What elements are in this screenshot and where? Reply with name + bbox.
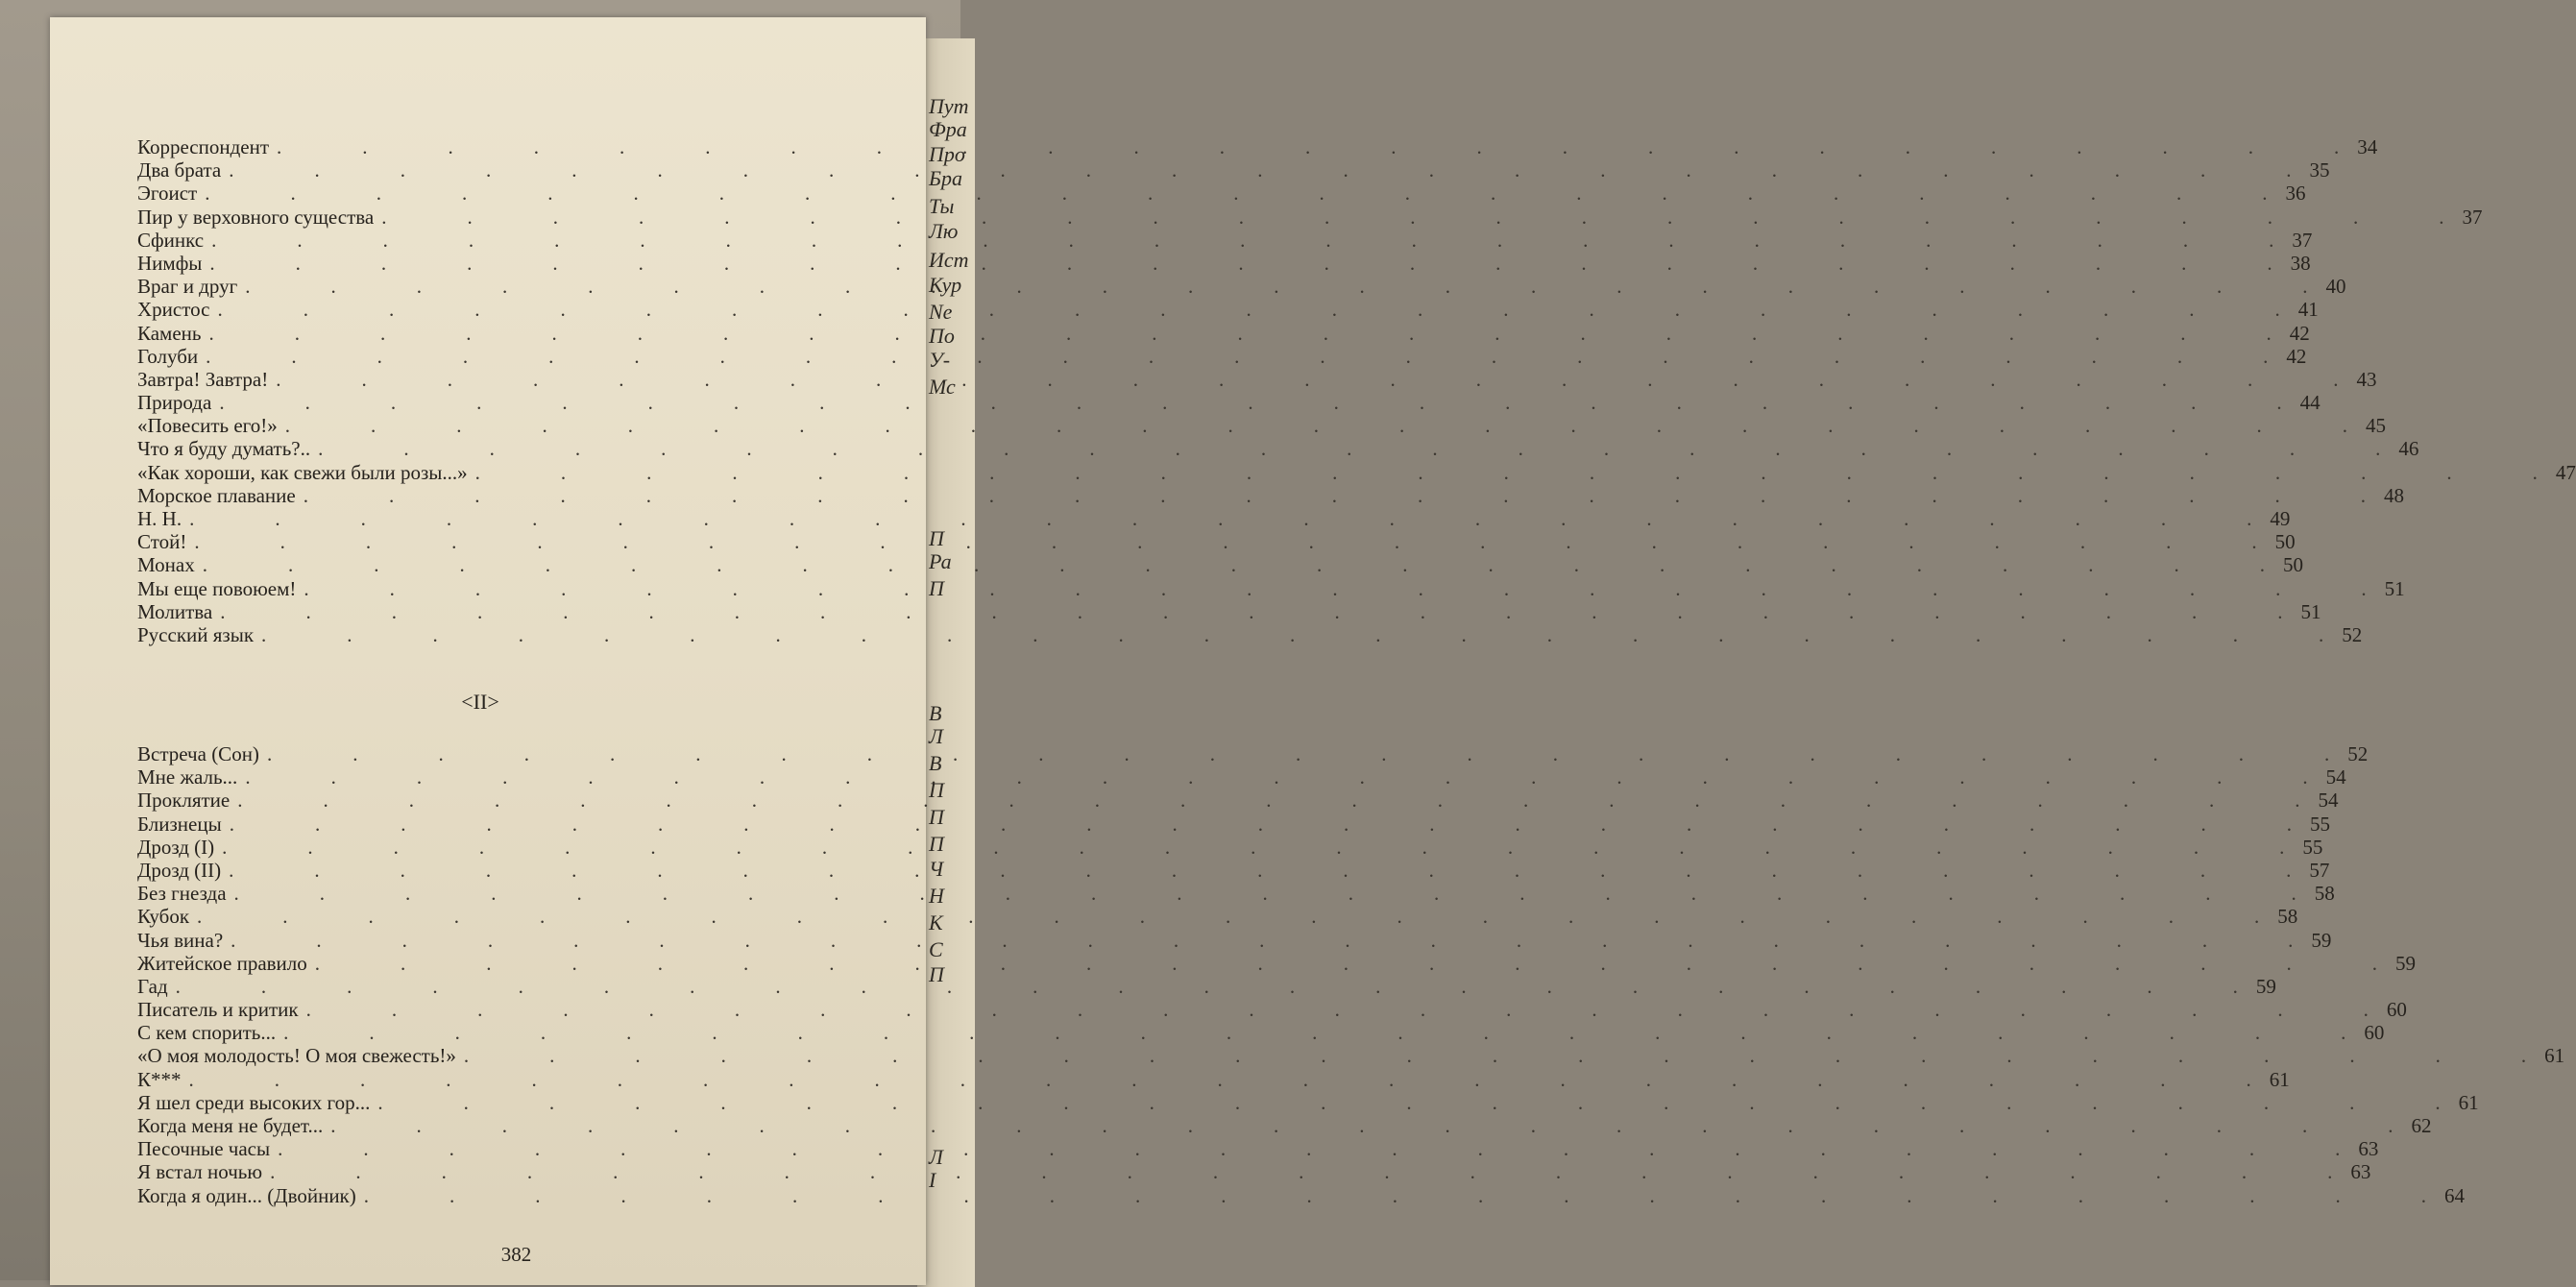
toc-entry-title: Дрозд (I) <box>137 835 215 859</box>
toc-entry-title: Я шел среди высоких гор... <box>137 1090 371 1114</box>
adjacent-page-text-fragment: Ч <box>929 857 944 881</box>
leader-dots <box>245 765 2307 789</box>
toc-entry-page: 50 <box>2282 553 2303 577</box>
leader-dots <box>237 789 2299 812</box>
toc-entry <box>137 835 2323 859</box>
adjacent-page-text-fragment: Ne <box>929 300 953 324</box>
leader-dots <box>217 298 2279 321</box>
toc-entry-title: Что я буду думать?.. <box>137 437 311 461</box>
leader-dots <box>205 182 2267 205</box>
leader-dots <box>267 742 2329 765</box>
adjacent-page-text-fragment: П <box>929 778 944 802</box>
toc-entry-page: 37 <box>2462 205 2483 229</box>
leader-dots <box>261 623 2323 646</box>
toc-entry-title: Дрозд (II) <box>137 858 222 882</box>
adjacent-page-text-fragment: Ра <box>929 549 952 573</box>
adjacent-page-text-fragment: С <box>929 937 943 961</box>
toc-entry <box>137 483 2404 507</box>
adjacent-page-text-fragment: В <box>929 701 942 725</box>
leader-dots <box>229 859 2291 882</box>
toc-entry-page: 57 <box>2309 858 2330 882</box>
leader-dots <box>377 1091 2440 1114</box>
toc-entry <box>137 507 2291 530</box>
leader-dots <box>206 345 2268 368</box>
adjacent-page-text-fragment: Мс <box>929 375 956 399</box>
toc-entry-title: Два брата <box>137 158 222 182</box>
toc-entry <box>137 1137 2379 1161</box>
toc-entry-page: 52 <box>2347 742 2369 765</box>
toc-entry <box>137 1160 2371 1184</box>
leader-dots <box>231 929 2293 952</box>
adjacent-page-text-fragment: Лю <box>929 219 959 243</box>
toc-entry <box>137 1044 2565 1068</box>
toc-entry <box>137 998 2407 1022</box>
toc-entry-title: Когда я один... (Двойник) <box>137 1183 356 1207</box>
toc-entry-page: 48 <box>2383 483 2404 507</box>
toc-entry <box>137 1090 2479 1114</box>
toc-entry-page: 63 <box>2358 1137 2379 1161</box>
toc-entry-page: 42 <box>2289 321 2310 345</box>
toc-entry <box>137 391 2321 415</box>
page-number: 382 <box>500 1243 532 1266</box>
toc-entry-title: Чья вина? <box>137 928 224 952</box>
toc-entry-title: Проклятие <box>137 789 231 813</box>
toc-entry-title: Морское плавание <box>137 483 296 507</box>
leader-dots <box>278 1137 2340 1160</box>
toc-entry-title: Гад <box>137 974 168 998</box>
leader-dots <box>220 600 2282 623</box>
toc-entry-page: 51 <box>2300 599 2321 623</box>
toc-entry-page: 60 <box>2364 1021 2385 1045</box>
toc-entry <box>137 951 2417 975</box>
toc-entry <box>137 1067 2290 1091</box>
leader-dots <box>330 1114 2393 1137</box>
adjacent-page-text-fragment: І <box>929 1168 936 1192</box>
leader-dots <box>304 577 2366 600</box>
toc-entry-title: Песочные часы <box>137 1137 271 1161</box>
toc-entry <box>137 742 2369 765</box>
leader-dots <box>189 1068 2251 1091</box>
toc-entry-page: 49 <box>2270 507 2291 530</box>
toc-entry <box>137 882 2335 906</box>
toc-entry-title: Враг и друг <box>137 275 238 299</box>
leader-dots <box>245 275 2307 298</box>
toc-entry-title: Кубок <box>137 905 190 929</box>
leader-dots <box>234 882 2297 905</box>
adjacent-page-text-fragment: В <box>929 751 942 775</box>
leader-dots <box>189 507 2251 530</box>
toc-entry-page: 37 <box>2292 228 2313 252</box>
toc-entry-page: 64 <box>2444 1183 2465 1207</box>
adjacent-page-text-fragment: П <box>929 576 944 600</box>
adjacent-page-text-fragment: П <box>929 962 944 986</box>
leader-dots <box>315 952 2377 975</box>
toc-entry-page: 45 <box>2366 414 2387 438</box>
toc-entry <box>137 158 2330 182</box>
toc-entry-title: К*** <box>137 1067 182 1091</box>
toc-entry <box>137 530 2296 554</box>
toc-entry-title: Стой! <box>137 530 187 554</box>
toc-entry-title: Н. Н. <box>137 507 182 530</box>
leader-dots <box>464 1044 2526 1067</box>
toc-entry <box>137 1114 2432 1137</box>
toc-entry <box>137 858 2330 882</box>
toc-entry-title: Я встал ночью <box>137 1160 263 1184</box>
toc-entry-page: 40 <box>2325 275 2346 299</box>
toc-entry-title: Без гнезда <box>137 882 227 906</box>
toc-entry-page: 54 <box>2318 789 2339 813</box>
leader-dots <box>209 252 2272 275</box>
leader-dots <box>277 135 2339 158</box>
toc-entry-page: 61 <box>2544 1044 2565 1068</box>
adjacent-page-text-fragment: Бра <box>929 166 962 190</box>
leader-dots <box>203 553 2265 576</box>
toc-entry <box>137 1021 2385 1045</box>
toc-entry-page: 55 <box>2302 835 2323 859</box>
toc-entry <box>137 974 2276 998</box>
leader-dots <box>276 368 2338 391</box>
toc-entry-page: 44 <box>2299 391 2321 415</box>
toc-entry-title: «Как хороши, как свежи были розы...» <box>137 460 468 484</box>
toc-entry-title: Камень <box>137 321 202 345</box>
toc-entry-page: 52 <box>2342 622 2363 646</box>
toc-entry-page: 62 <box>2411 1114 2432 1137</box>
adjacent-page-text-fragment: Пут <box>929 94 969 118</box>
toc-entry <box>137 765 2346 789</box>
leader-dots <box>304 484 2366 507</box>
adjacent-page-text-fragment: Л <box>929 724 943 748</box>
leader-dots <box>364 1184 2426 1207</box>
toc-entry-title: Природа <box>137 391 212 415</box>
leader-dots <box>229 158 2291 182</box>
toc-entry-title: Сфинкс <box>137 228 205 252</box>
toc-entry-page: 61 <box>2458 1090 2479 1114</box>
toc-entry-page: 46 <box>2398 437 2419 461</box>
toc-entry-page: 42 <box>2286 344 2307 368</box>
leader-dots <box>285 414 2347 437</box>
toc-entry-title: Русский язык <box>137 622 255 646</box>
toc-entry-page: 34 <box>2357 135 2378 158</box>
toc-entry <box>137 1183 2465 1207</box>
leader-dots <box>270 1160 2332 1183</box>
toc-entry-title: Встреча (Сон) <box>137 742 259 765</box>
adjacent-page-text-fragment: Л <box>929 1145 943 1169</box>
toc-entry-page: 55 <box>2309 812 2330 836</box>
adjacent-page-text-fragment: По <box>929 324 955 348</box>
toc-entry-title: Корреспондент <box>137 135 270 158</box>
adjacent-page-text-fragment: Кур <box>929 273 962 297</box>
section-heading: <II> <box>461 690 499 714</box>
adjacent-page-text-fragment: П <box>929 832 944 856</box>
toc-entry-page: 35 <box>2309 158 2330 182</box>
toc-entry-page: 50 <box>2274 530 2296 554</box>
adjacent-page-text-fragment: Ты <box>929 194 955 218</box>
toc-entry-page: 63 <box>2350 1160 2371 1184</box>
toc-entry-title: Молитва <box>137 599 213 623</box>
toc-entry-page: 41 <box>2297 298 2319 322</box>
toc-entry <box>137 414 2387 438</box>
leader-dots <box>211 229 2273 252</box>
adjacent-page-text-fragment: К <box>929 911 943 935</box>
toc-entry-title: Завтра! Завтра! <box>137 367 269 391</box>
leader-dots <box>283 1021 2345 1044</box>
toc-entry-page: 59 <box>2255 974 2276 998</box>
leader-dots <box>176 975 2238 998</box>
toc-entry-title: Нимфы <box>137 251 203 275</box>
toc-entry <box>137 905 2298 929</box>
toc-entry-title: Мы еще повоюем! <box>137 576 297 600</box>
toc-entry <box>137 599 2321 623</box>
toc-entry <box>137 812 2330 836</box>
toc-entry <box>137 789 2339 813</box>
toc-entry <box>137 344 2307 368</box>
toc-entry <box>137 576 2405 600</box>
leader-dots <box>381 206 2443 229</box>
leader-dots <box>194 530 2256 553</box>
toc-entry-title: Писатель и критик <box>137 998 299 1022</box>
leader-dots <box>197 905 2259 928</box>
toc-entry-page: 51 <box>2384 576 2405 600</box>
leader-dots <box>306 998 2369 1021</box>
leader-dots <box>318 437 2380 460</box>
toc-entry-title: Эгоист <box>137 182 198 206</box>
adjacent-page-text-fragment: П <box>929 526 944 550</box>
toc-entry <box>137 437 2419 461</box>
adjacent-page-text-fragment: Ист <box>929 248 969 272</box>
toc-entry-title: Когда меня не будет... <box>137 1114 324 1137</box>
toc-entry-page: 43 <box>2356 367 2377 391</box>
toc-entry-page: 58 <box>2314 882 2335 906</box>
toc-entry-title: Мне жаль... <box>137 765 238 789</box>
toc-entry-title: Голуби <box>137 344 199 368</box>
toc-entry-page: 60 <box>2386 998 2407 1022</box>
toc-entry-title: Монах <box>137 553 195 577</box>
toc-entry-page: 58 <box>2277 905 2298 929</box>
leader-dots <box>208 322 2271 345</box>
adjacent-page-text-fragment: Н <box>929 884 944 908</box>
toc-entry-title: Пир у верховного существа <box>137 205 375 229</box>
toc-entry-page: 61 <box>2269 1067 2290 1091</box>
toc-entry-title: Житейское правило <box>137 951 307 975</box>
toc-entry-title: Христос <box>137 298 210 322</box>
table-of-contents-part-2 <box>137 742 2565 1207</box>
toc-entry-page: 59 <box>2395 951 2417 975</box>
toc-entry-page: 54 <box>2325 765 2346 789</box>
toc-entry-title: С кем спорить... <box>137 1021 277 1045</box>
leader-dots <box>219 391 2281 414</box>
toc-entry <box>137 928 2332 952</box>
toc-entry-page: 47 <box>2555 460 2576 484</box>
leader-dots <box>475 461 2538 484</box>
leader-dots <box>222 836 2284 859</box>
toc-entry-page: 36 <box>2285 182 2306 206</box>
leader-dots <box>230 813 2292 836</box>
adjacent-page-text-fragment: У- <box>929 348 951 372</box>
toc-entry-title: Близнецы <box>137 812 222 836</box>
toc-entry-title: «Повесить его!» <box>137 414 278 438</box>
toc-entry <box>137 622 2363 646</box>
toc-entry-page: 38 <box>2290 251 2311 275</box>
toc-entry-page: 59 <box>2311 928 2332 952</box>
adjacent-page-text-fragment: Про <box>929 142 965 166</box>
adjacent-page-text-fragment: Фра <box>929 117 967 141</box>
toc-entry-title: «О моя молодость! О моя свежесть!» <box>137 1044 456 1068</box>
adjacent-page-text-fragment: П <box>929 805 944 829</box>
toc-entry <box>137 460 2576 484</box>
